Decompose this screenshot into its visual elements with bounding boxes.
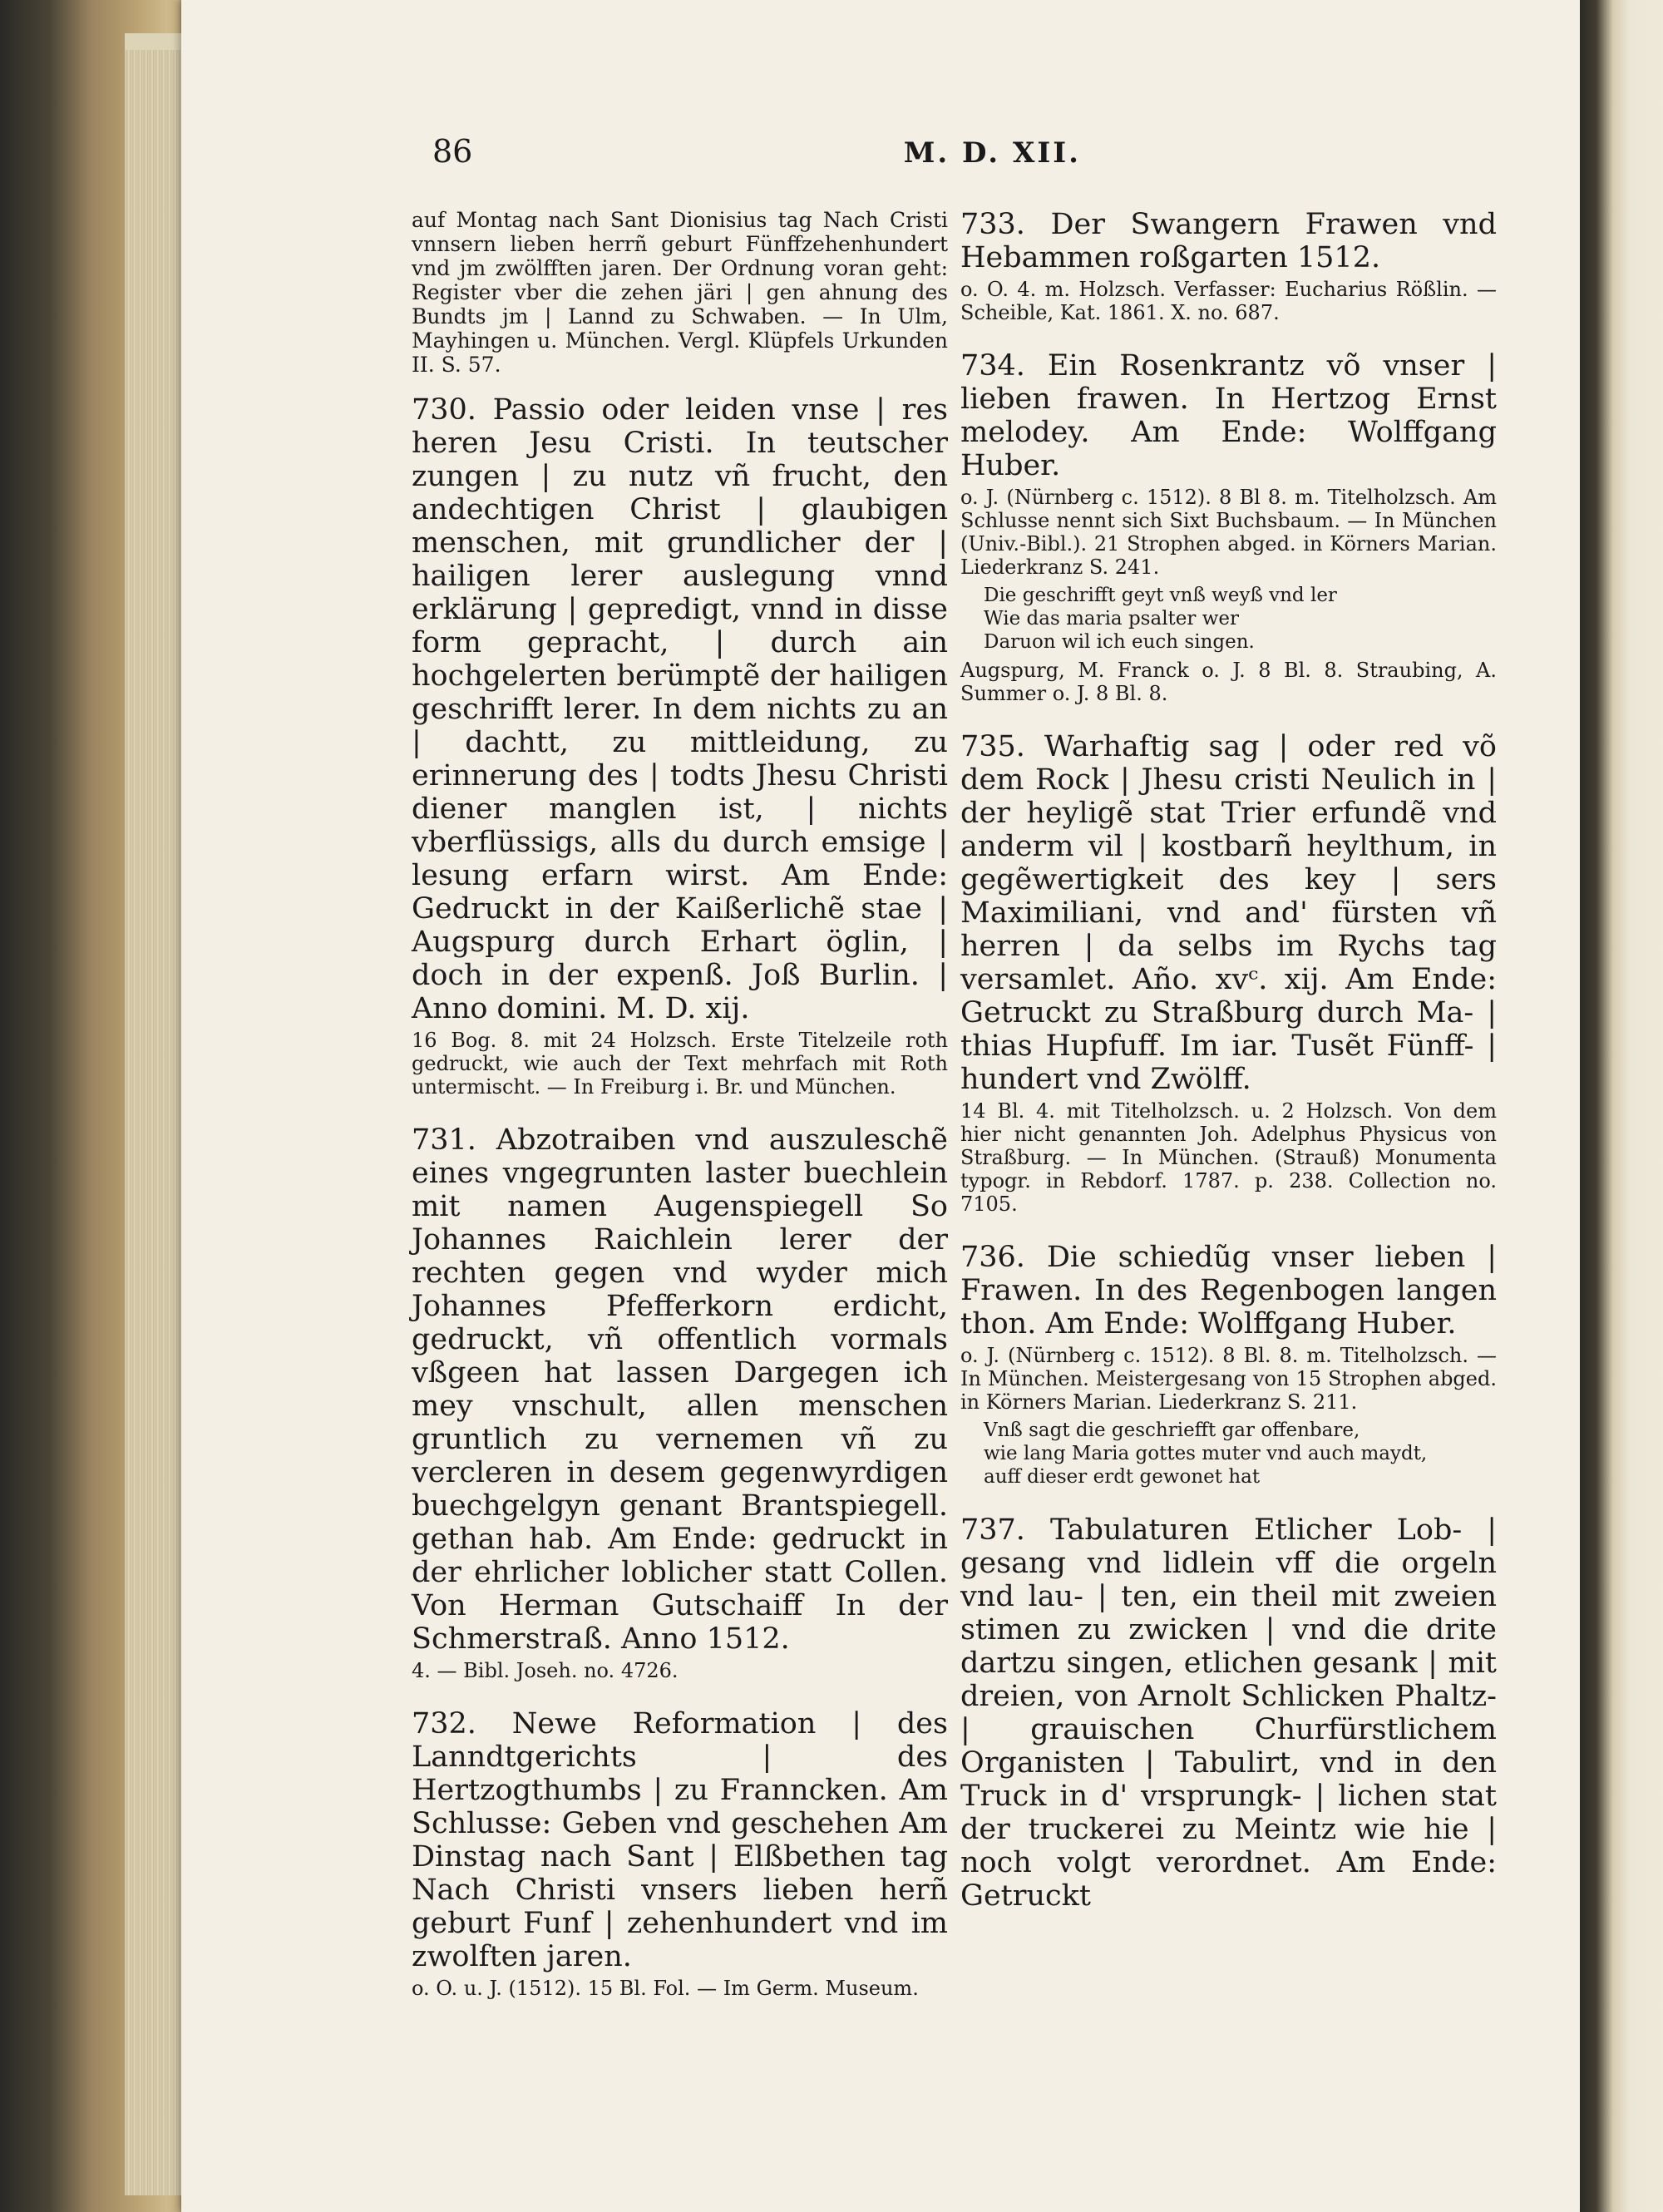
verse-line: Vnß sagt die geschriefft gar offenbare, (984, 1420, 1360, 1441)
verse-line: Die geschrifft geyt vnß weyß vnd ler (984, 585, 1337, 606)
verse-quote (984, 1419, 1497, 1489)
entry-note: o. O. 4. m. Holzsch. Verfasser: Eucharius Rößlin. — Scheible, Kat. 1861. X. no. 687. (960, 278, 1497, 324)
entry-number: 734. (960, 349, 1025, 383)
entry-title: Der Swangern Frawen vnd Hebammen roßgarten 1512. (960, 208, 1497, 274)
right-column (960, 208, 1497, 1938)
entry-number: 730. (412, 393, 476, 427)
verse-line: Wie das maria psalter wer (984, 608, 1240, 630)
entry-734 (960, 349, 1497, 705)
continuation-text: auf Montag nach Sant Dionisius tag Nach Cristi vnnsern lieben herrñ geburt Fünffzehenhundert vnd jm zwölfften jaren. Der Ordnung voran geht: Register vber die zehen järi | gen ahnung des Bundts jm | Lannd zu Schwaben. — In Ulm, Mayhingen u. München. Vergl. Klüpfels Urkunden II. S. 57. (412, 208, 948, 377)
facing-page-edge (1580, 0, 1663, 2212)
entry-732 (412, 1707, 948, 2000)
entry-737 (960, 1513, 1497, 1913)
page-stack-edge (125, 50, 183, 2195)
entry-731 (412, 1123, 948, 1682)
entry-title: Warhaftig sag | oder red võ dem Rock | Jhesu cristi Neulich in | der heyligẽ stat Trier erfundẽ vnd anderm vil | kostbarñ heylthum, in gegẽwertigkeit des key | sers Maximiliani, vnd and' fürsten vñ herren | da selbs im Rychs tag versamlet. Año. xvᶜ. xij. Am Ende: Getruckt zu Straßburg durch Ma- | thias Hupfuff. Im iar. Tusẽt Fünff- | hundert vnd Zwölff. (960, 730, 1497, 1096)
verse-line: wie lang Maria gottes muter vnd auch maydt, (984, 1443, 1428, 1464)
entry-number: 736. (960, 1241, 1025, 1274)
entry-note: o. O. u. J. (1512). 15 Bl. Fol. — Im Germ. Museum. (412, 1977, 919, 2000)
entry-title: Passio oder leiden vnse | res heren Jesu Cristi. In teutscher zungen | zu nutz vñ frucht, den andechtigen Christ | glaubigen menschen, mit grundlicher der | hailigen lerer auslegung vnnd erklärung | gepredigt, vnnd in disse form gepracht, | durch ain hochgelerten berümptẽ der hailigen geschrifft lerer. In dem nichts zu an | dachtt, zu mittleidung, zu erinnerung des | todts Jhesu Christi diener manglen ist, | nichts vberflüssigs, alls du durch emsige | lesung erfarn wirst. Am Ende: Gedruckt in der Kaißerlichẽ stae | Augspurg durch Erhart öglin, | doch in der expenß. Joß Burlin. | Anno domini. M. D. xij. (412, 393, 948, 1025)
running-head: M. D. XII. (903, 136, 1081, 170)
verse-line: Daruon wil ich euch singen. (984, 631, 1255, 653)
entry-number: 733. (960, 208, 1025, 241)
entry-number: 735. (960, 730, 1025, 763)
entry-number: 737. (960, 1513, 1025, 1547)
entry-note: Augspurg, M. Franck o. J. 8 Bl. 8. Straubing, A. Summer o. J. 8 Bl. 8. (960, 659, 1497, 705)
verse-quote (984, 584, 1497, 654)
entry-note: 14 Bl. 4. mit Titelholzsch. u. 2 Holzsch. Von dem hier nicht genannten Joh. Adelphus Physicus von Straßburg. — In München. (Strauß) Monumenta typogr. in Rebdorf. 1787. p. 238. Collection no. 7105. (960, 1099, 1497, 1216)
entry-note: 16 Bog. 8. mit 24 Holzsch. Erste Titelzeile roth gedruckt, wie auch der Text mehrfach mit Roth untermischt. — In Freiburg i. Br. und München. (412, 1029, 948, 1099)
entry-title: Newe Reformation | des Lanndtgerichts | des Hertzogthumbs | zu Franncken. Am Schlusse: Geben vnd geschehen Am Dinstag nach Sant | Elßbethen tag Nach Christi vnsers lieben herñ geburt Funf | zehenhundert vnd im zwolften jaren. (412, 1707, 948, 1973)
verse-line: auff dieser erdt gewonet hat (984, 1466, 1261, 1488)
entry-730 (412, 393, 948, 1099)
entry-note: o. J. (Nürnberg c. 1512). 8 Bl 8. m. Titelholzsch. Am Schlusse nennt sich Sixt Buchsbaum. — In München (Univ.-Bibl.). 21 Strophen abged. in Körners Marian. Liederkranz S. 241. (960, 486, 1497, 579)
entry-title: Die schiedũg vnser lieben | Frawen. In des Regenbogen langen thon. Am Ende: Wolffgang Huber. (960, 1241, 1497, 1341)
entry-title: Tabulaturen Etlicher Lob- | gesang vnd lidlein vff die orgeln vnd lau- | ten, ein theil mit zweien stimen zu zwicken | vnd die drite dartzu singen, etlichen gesank | mit dreien, von Arnolt Schlicken Phaltz- | grauischen Churfürstlichem Organisten | Tabulirt, vnd in den Truck in d' vrsprungk- | lichen stat der truckerei zu Meintz wie hie | noch volgt verordnet. Am Ende: Getruckt (960, 1513, 1497, 1913)
entry-note: o. J. (Nürnberg c. 1512). 8 Bl. 8. m. Titelholzsch. — In München. Meistergesang von 15 Strophen abged. in Körners Marian. Liederkranz S. 211. (960, 1344, 1497, 1414)
entry-title: Ein Rosenkrantz võ vnser | lieben frawen. In Hertzog Ernst melodey. Am Ende: Wolffgang Huber. (960, 349, 1497, 482)
entry-number: 732. (412, 1707, 476, 1740)
page-number: 86 (432, 133, 473, 170)
page-header (432, 133, 1081, 183)
entry-number: 731. (412, 1123, 476, 1157)
entry-note: 4. — Bibl. Joseh. no. 4726. (412, 1659, 679, 1682)
entry-733 (960, 208, 1497, 324)
left-column (412, 208, 948, 2025)
entry-title: Abzotraiben vnd auszuleschẽ eines vngegrunten laster buechlein mit namen Augenspiegell So Johannes Raichlein lerer der rechten gegen vnd wyder mich Johannes Pfefferkorn erdicht, gedruckt, vñ offentlich vormals vßgeen hat lassen Dargegen ich mey vnschult, allen menschen gruntlich zu vernemen vñ zu vercleren in desem gegenwyrdigen buechgelgyn genant Brantspiegell. gethan hab. Am Ende: gedruckt in der ehrlicher loblicher statt Collen. Von Herman Gutschaiff In der Schmerstraß. Anno 1512. (412, 1123, 948, 1656)
entry-736 (960, 1241, 1497, 1489)
entry-735 (960, 730, 1497, 1216)
